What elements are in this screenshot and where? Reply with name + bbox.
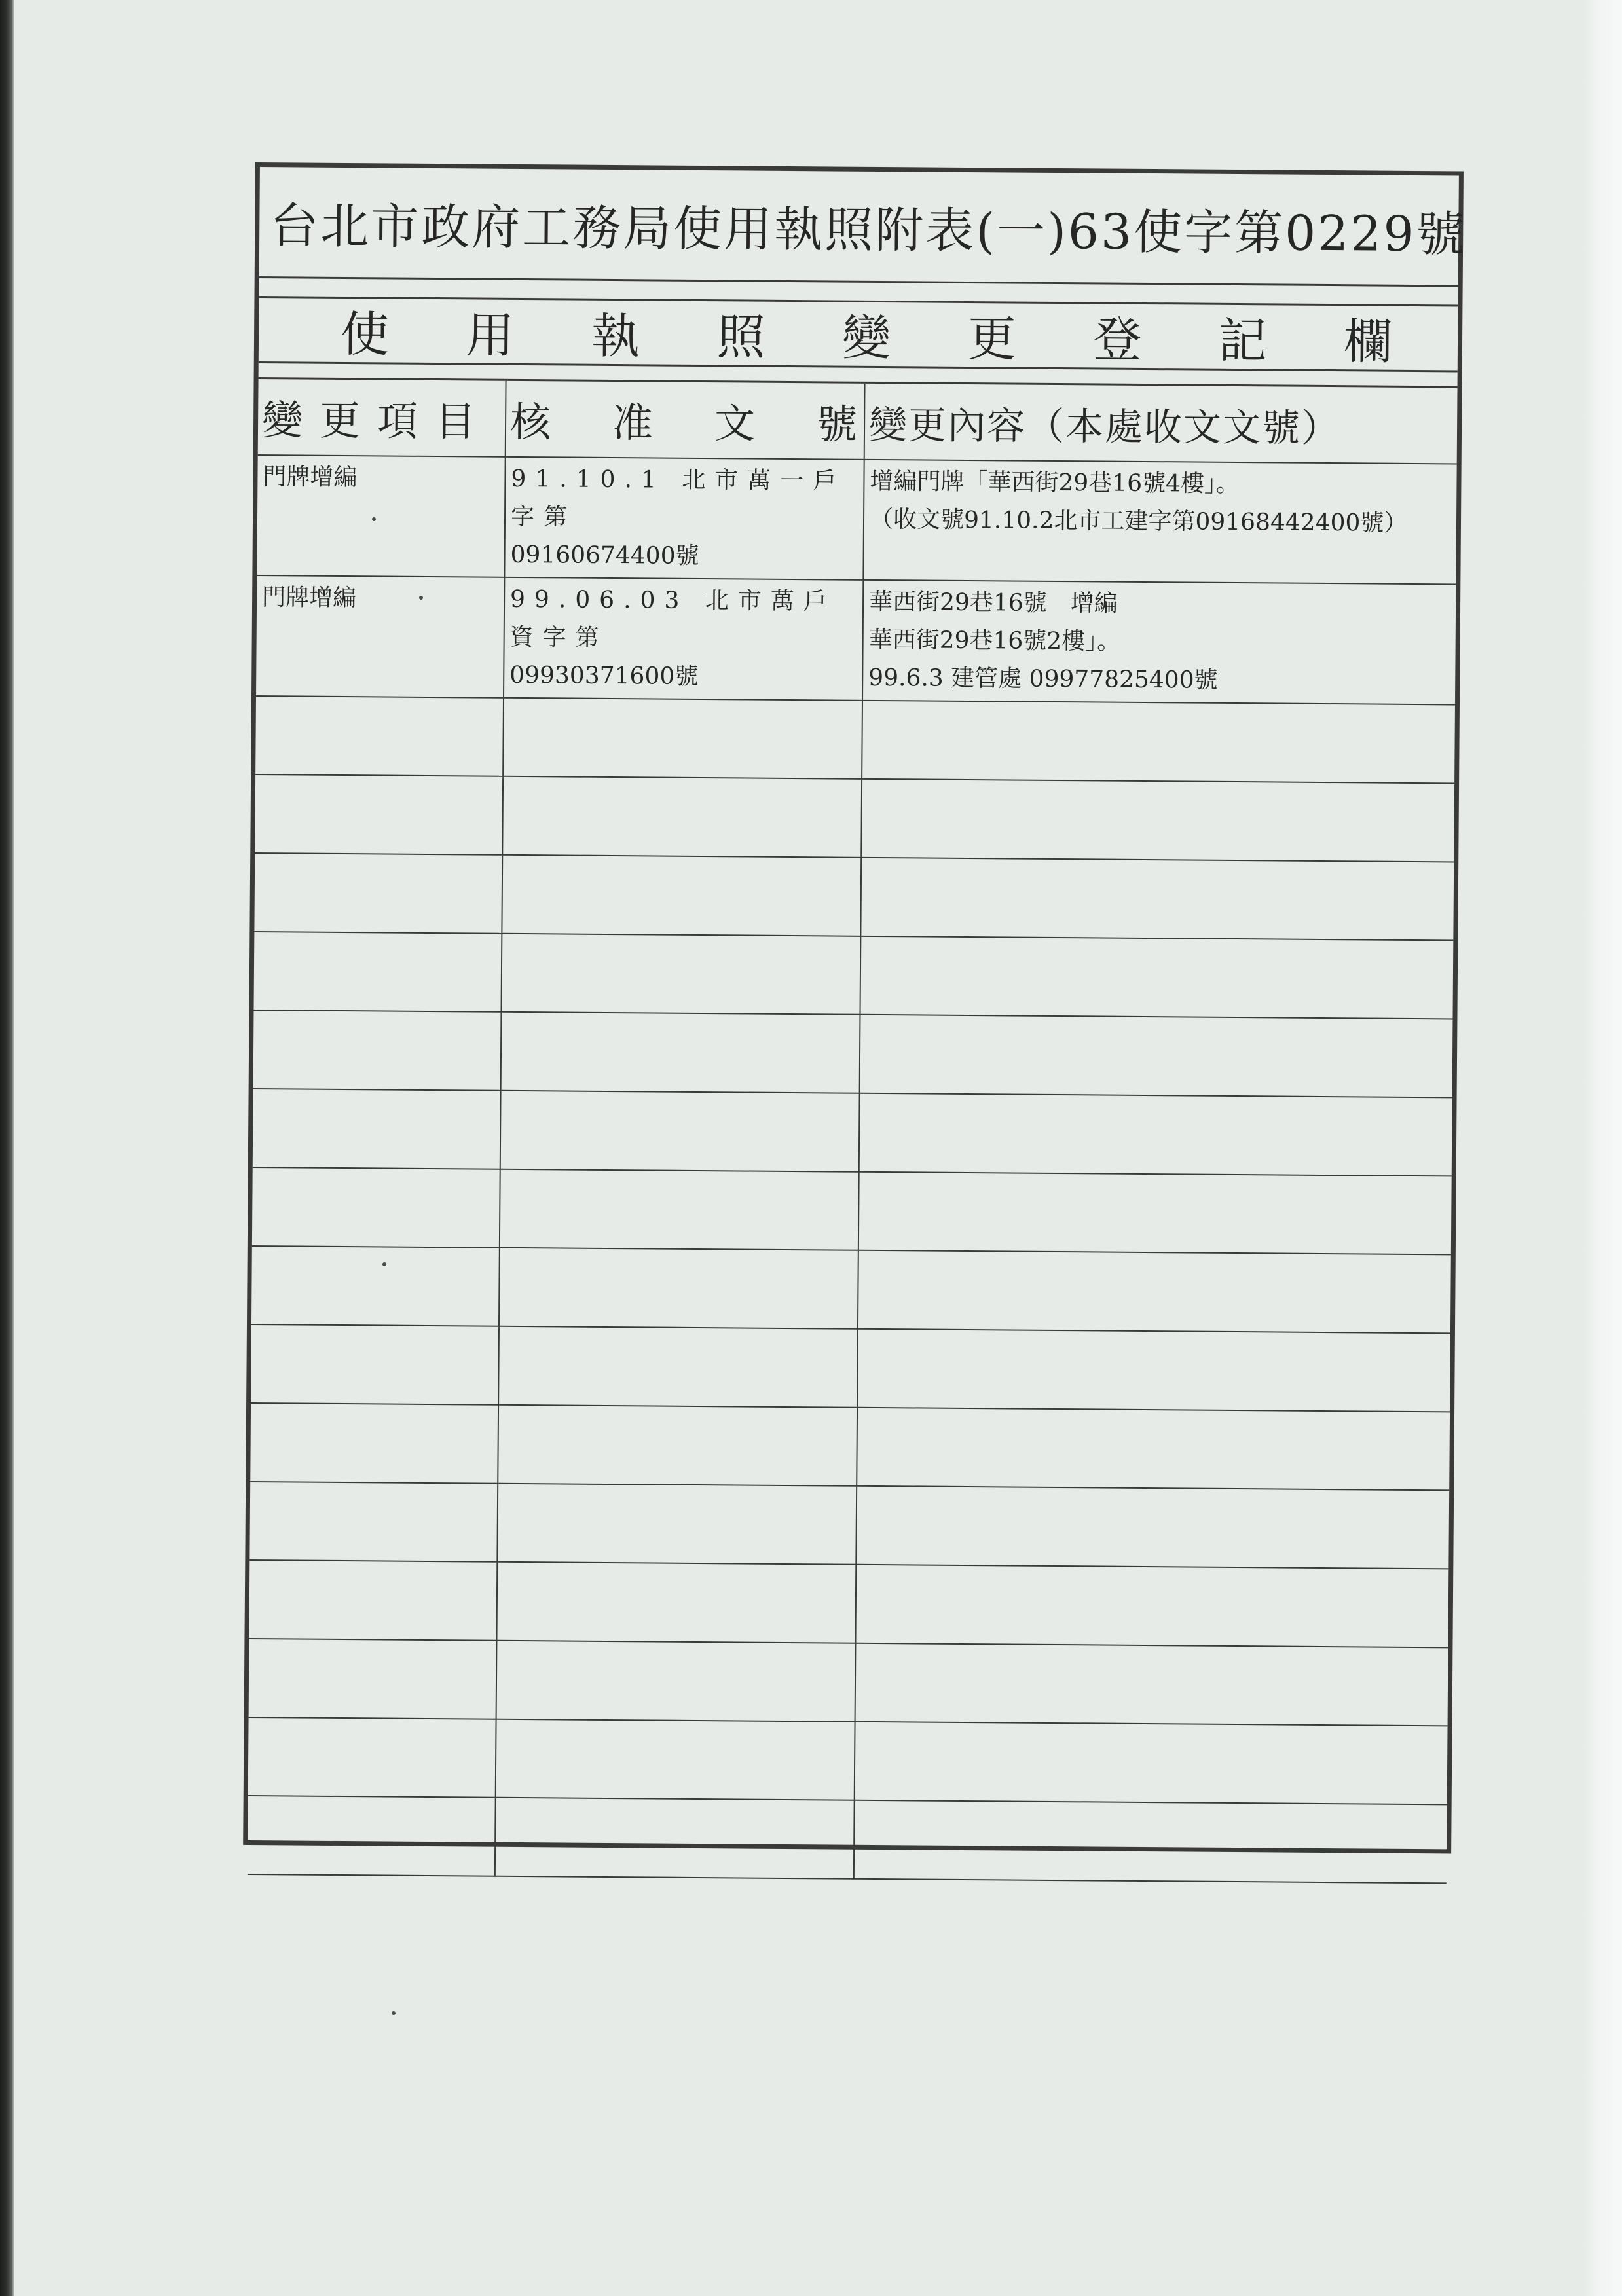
blank-cell: [861, 779, 1454, 862]
blank-cell: [860, 936, 1453, 1019]
header-approval-number: [506, 381, 865, 460]
approval-line: 99.06.03 北市萬戶資字第: [509, 585, 837, 651]
blank-cell: [253, 1010, 502, 1091]
header-change-content: 變更內容（本處收文文號）: [864, 384, 1458, 464]
blank-row: [253, 1089, 1452, 1176]
blank-cell: [857, 1329, 1450, 1412]
blank-row: [254, 853, 1454, 940]
blank-cell: [254, 932, 502, 1012]
cell-change-item: 門牌增編: [256, 575, 504, 698]
blank-cell: [854, 1800, 1447, 1884]
cell-approval-number: [504, 577, 863, 701]
content-line: 增編門牌「華西街29巷16號4樓」。: [870, 467, 1240, 498]
blank-cell: [248, 1796, 496, 1876]
banner-char: 變: [841, 310, 891, 367]
blank-cell: [501, 934, 860, 1015]
blank-row: [251, 1246, 1451, 1333]
blank-row: [248, 1717, 1448, 1804]
blank-row: [255, 696, 1455, 783]
blank-cell: [862, 701, 1455, 784]
blank-cell: [254, 853, 502, 934]
blank-cell: [253, 1089, 501, 1169]
header-approval-char: 准: [612, 399, 654, 447]
blank-cell: [858, 1172, 1452, 1255]
blank-row: [252, 1167, 1452, 1254]
blank-cell: [250, 1403, 498, 1484]
banner-char: 照: [716, 308, 765, 366]
table-row: [257, 455, 1456, 584]
approval-line: 91.10.1 北市萬一戶字第: [510, 465, 846, 531]
blank-cell: [497, 1484, 857, 1565]
banner-char: 欄: [1343, 313, 1393, 371]
content-line: 華西街29巷16號2樓」。: [868, 626, 1121, 655]
blank-cell: [248, 1717, 496, 1798]
blank-row: [249, 1482, 1449, 1569]
cell-change-item: 門牌增編: [257, 455, 505, 577]
content-line: （收文號91.10.2北市工建字第09168442400號）: [869, 505, 1408, 537]
blank-cell: [498, 1326, 858, 1408]
content-line: 99.6.3 建管處 09977825400號: [868, 664, 1218, 694]
blank-cell: [855, 1565, 1448, 1648]
scan-speck: [382, 1262, 386, 1266]
blank-cell: [499, 1248, 858, 1329]
blank-cell: [252, 1167, 500, 1248]
banner-char: 登: [1092, 311, 1142, 369]
scan-speck: [392, 2011, 396, 2015]
change-registration-form: [243, 162, 1467, 1853]
blank-row: [254, 932, 1454, 1019]
approval-line: 09160674400號: [510, 541, 699, 570]
blank-row: [249, 1639, 1448, 1726]
header-approval-char: 號: [816, 400, 858, 448]
blank-cell: [860, 1015, 1453, 1098]
header-approval-char: 文: [714, 399, 756, 448]
blank-cell: [860, 858, 1454, 941]
section-banner: [259, 298, 1458, 372]
header-change-item: 變更項目: [258, 379, 506, 457]
banner-char: 更: [967, 310, 1016, 368]
scan-edge-left: [0, 0, 14, 2296]
content-line: 華西街29巷16號 增編: [868, 588, 1118, 617]
blank-cell: [498, 1405, 857, 1486]
blank-cell: [856, 1486, 1449, 1569]
blank-cell: [858, 1250, 1451, 1334]
scan-speck: [419, 596, 423, 600]
banner-char: 記: [1218, 312, 1267, 369]
banner-char: 使: [340, 306, 390, 363]
blank-cell: [255, 774, 503, 855]
blank-cell: [496, 1562, 856, 1643]
blank-cell: [500, 1169, 859, 1250]
approval-line: 09930371600號: [509, 661, 699, 690]
cell-change-content: [862, 580, 1456, 705]
blank-row: [255, 774, 1454, 862]
change-log-table: [248, 379, 1458, 1884]
header-row: [258, 379, 1458, 464]
blank-cell: [502, 776, 862, 858]
blank-cell: [857, 1408, 1450, 1491]
cell-approval-number: [504, 457, 864, 580]
blank-cell: [859, 1093, 1452, 1176]
blank-cell: [502, 855, 861, 936]
blank-row: [253, 1010, 1453, 1097]
blank-cell: [251, 1246, 500, 1326]
blank-cell: [495, 1798, 855, 1879]
scan-speck: [372, 517, 376, 521]
header-approval-char: 核: [509, 397, 551, 446]
blank-row: [250, 1403, 1450, 1490]
blank-cell: [855, 1643, 1448, 1726]
blank-cell: [496, 1719, 855, 1800]
blank-cell: [496, 1641, 856, 1722]
table-row: [256, 575, 1456, 704]
blank-cell: [500, 1091, 860, 1172]
blank-row: [249, 1560, 1448, 1647]
blank-row: [248, 1796, 1447, 1883]
blank-cell: [503, 698, 862, 779]
blank-cell: [501, 1012, 860, 1093]
blank-cell: [249, 1639, 497, 1719]
blank-cell: [855, 1722, 1448, 1805]
blank-cell: [255, 696, 504, 776]
banner-char: 執: [591, 308, 640, 365]
blank-cell: [251, 1324, 499, 1405]
scan-edge-right: [1583, 0, 1622, 2296]
banner-char: 用: [466, 306, 515, 364]
blank-cell: [249, 1560, 497, 1641]
blank-cell: [249, 1482, 498, 1562]
cell-change-content: [863, 460, 1456, 585]
form-title: 台北市政府工務局使用執照附表(一)63使字第0229號: [259, 167, 1459, 287]
blank-row: [251, 1324, 1450, 1412]
